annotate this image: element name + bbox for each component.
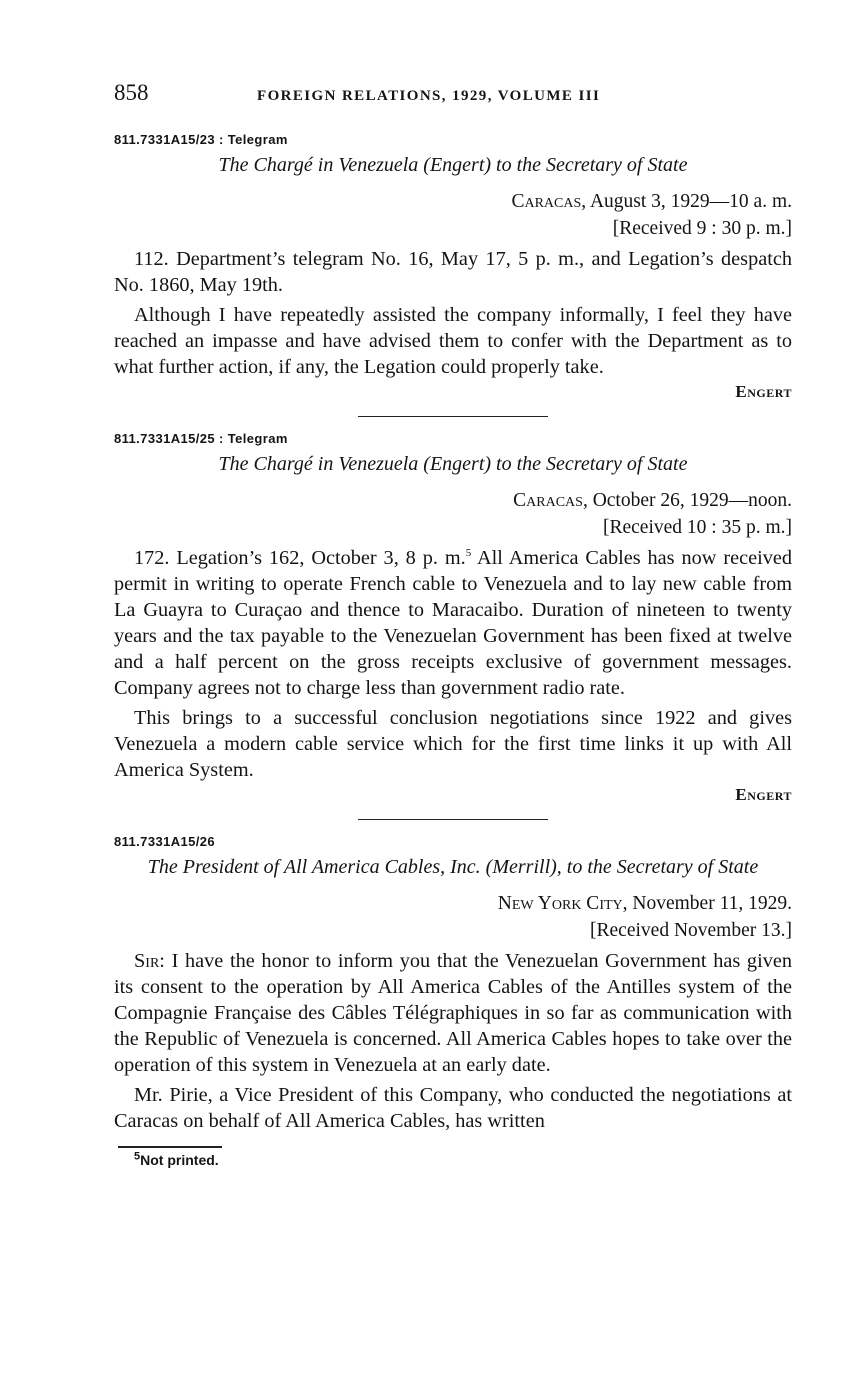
dateline-date: , November 11, 1929. xyxy=(622,893,792,914)
document-section-2 xyxy=(114,431,792,805)
footnote-marker: 5 xyxy=(465,547,472,560)
dateline xyxy=(114,890,792,917)
dateline xyxy=(114,487,792,514)
document-section-3 xyxy=(114,834,792,1134)
dateline-place: Caracas xyxy=(511,191,582,212)
document-reference: 811.7331A15/25 : Telegram xyxy=(114,431,288,446)
body-paragraph xyxy=(114,545,792,701)
dateline-place: Caracas xyxy=(513,490,583,511)
dateline-date: , October 26, 1929—noon. xyxy=(582,490,792,511)
document-reference: 811.7331A15/26 xyxy=(114,834,216,849)
running-head-title: FOREIGN RELATIONS, 1929, VOLUME III xyxy=(257,88,601,104)
received-line: [Received 10 : 35 p. m.] xyxy=(603,517,792,538)
paragraph-text: : I have the honor to inform you that the Venezuelan Government has given its consent to the operation by All America Cables of the Antilles system of the Compagnie Française des Câbles Télégraphiques in so far as communication with the Republic of Venezuela is concerned. All America Cables hopes to take over the operation of this system in Venezuela at an early date. xyxy=(114,950,792,1076)
dateline xyxy=(114,188,792,215)
footnote-text: Not printed. xyxy=(140,1152,219,1168)
document-reference: 811.7331A15/23 : Telegram xyxy=(114,132,288,147)
body-paragraph: Although I have repeatedly assisted the company informally, I feel they have reached an impasse and have advised them to confer with the Department as to what further action, if any, the Legation could properly take. xyxy=(114,304,792,378)
received-line: [Received November 13.] xyxy=(590,920,792,941)
footnote xyxy=(134,1152,792,1168)
dateline-date: , August 3, 1929—10 a. m. xyxy=(581,191,792,212)
section-divider xyxy=(358,416,548,417)
footnote-marker: 5 xyxy=(134,1150,141,1163)
signature: Engert xyxy=(735,382,792,401)
body-paragraph xyxy=(114,948,792,1078)
body-paragraph: 112. Department’s telegram No. 16, May 17, 5 p. m., and Legation’s despatch No. 1860, May 19th. xyxy=(114,248,792,296)
salutation: Sir xyxy=(134,950,160,972)
document-page xyxy=(114,80,792,1168)
received-line: [Received 9 : 30 p. m.] xyxy=(612,218,792,239)
paragraph-text: All America Cables has now received permit in writing to operate French cable to Venezuela and to lay new cable from La Guayra to Curaçao and thence to Maracaibo. Duration of nineteen to twenty years and the tax payable to the Venezuelan Government has been fixed at twelve and a half percent on the gross receipts exclusive of government messages. Company agrees not to charge less than government radio rate. xyxy=(114,547,792,699)
footnote-divider xyxy=(118,1146,222,1148)
section-divider xyxy=(358,819,548,820)
document-title: The Chargé in Venezuela (Engert) to the Secretary of State xyxy=(218,453,688,475)
body-paragraph: This brings to a successful conclusion negotiations since 1922 and gives Venezuela a modern cable service which for the first time links it up with All America System. xyxy=(114,707,792,781)
page-number: 858 xyxy=(114,80,149,105)
running-head xyxy=(114,80,792,120)
dateline-place: New York City xyxy=(497,893,623,914)
document-title: The President of All America Cables, Inc. (Merrill), to the Secretary of State xyxy=(147,856,759,878)
paragraph-text: 172. Legation’s 162, October 3, 8 p. m. xyxy=(134,547,466,569)
document-title: The Chargé in Venezuela (Engert) to the Secretary of State xyxy=(218,154,688,176)
body-paragraph: Mr. Pirie, a Vice President of this Company, who conducted the negotiations at Caracas on behalf of All America Cables, has written xyxy=(114,1084,792,1132)
document-section-1 xyxy=(114,132,792,402)
signature: Engert xyxy=(735,785,792,804)
